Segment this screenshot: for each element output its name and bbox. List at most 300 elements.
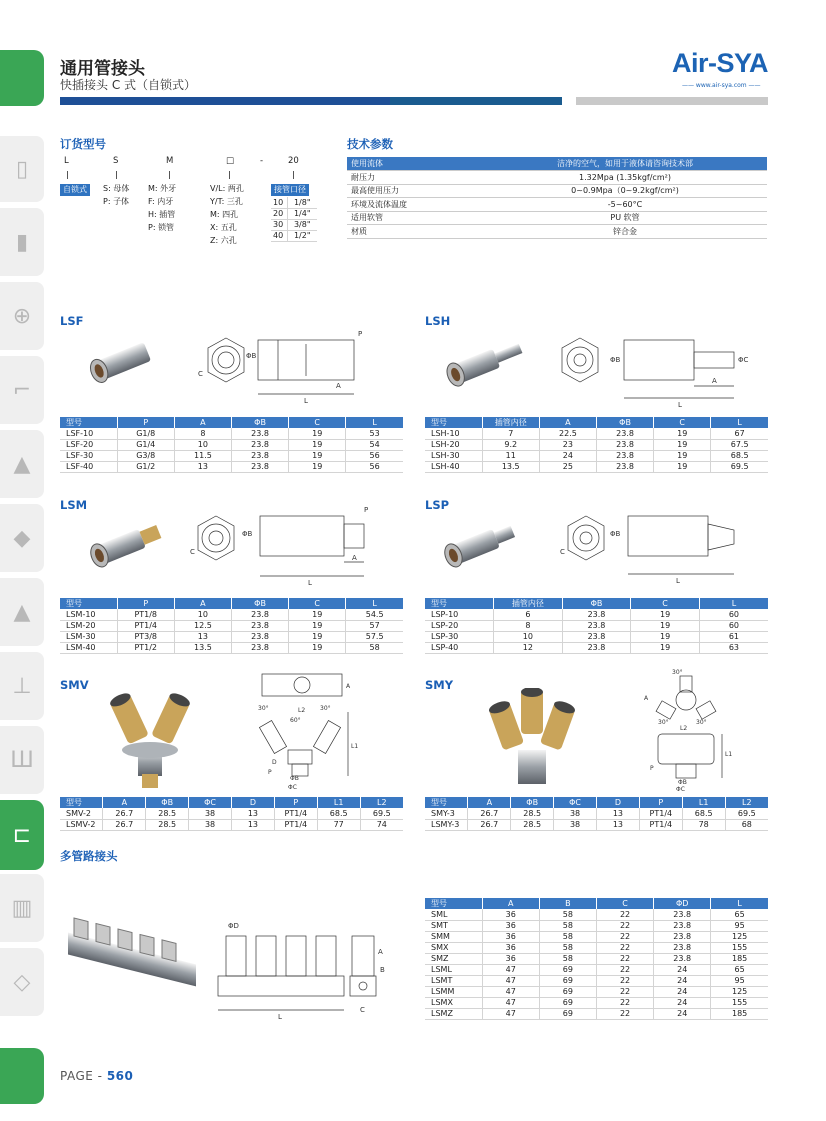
side-tab-bottom[interactable]	[0, 1048, 44, 1104]
column-header: 型号	[425, 797, 468, 808]
table-cell: 19	[631, 642, 700, 653]
table-cell: SMX	[425, 942, 482, 953]
table-row	[425, 909, 768, 920]
table-cell: 155	[711, 997, 768, 1008]
table-cell: 47	[482, 975, 539, 986]
column-header: C	[654, 417, 711, 428]
table-cell: LSP-40	[425, 642, 494, 653]
table-cell: 58	[346, 642, 403, 653]
table-row	[425, 439, 768, 450]
column-header: P	[117, 598, 174, 609]
order-code-5: -	[260, 156, 264, 166]
table-cell: 69.5	[711, 461, 768, 472]
table-cell: 69	[539, 1008, 596, 1019]
column-header: ΦC	[189, 797, 232, 808]
table-cell: 19	[654, 428, 711, 439]
lsm-table	[60, 598, 403, 654]
table-row	[60, 819, 403, 830]
table-cell: SMZ	[425, 953, 482, 964]
table-cell: 69.5	[725, 808, 768, 819]
table-cell: G1/2	[117, 461, 174, 472]
column-header: D	[597, 797, 640, 808]
brand-url: —— www.air-sya.com ——	[682, 82, 761, 89]
table-cell: 26.7	[103, 808, 146, 819]
table-cell: 95	[711, 975, 768, 986]
table-cell: 23.8	[562, 642, 631, 653]
table-cell: 57.5	[346, 631, 403, 642]
table-cell: LSMM	[425, 986, 482, 997]
smy-table	[425, 797, 768, 831]
table-cell: LSMZ	[425, 1008, 482, 1019]
table-row	[425, 953, 768, 964]
table-cell: 22	[596, 964, 653, 975]
table-cell: PT1/4	[117, 620, 174, 631]
table-header-row	[425, 417, 768, 428]
side-tab-5[interactable]: ▲	[0, 430, 44, 498]
table-header-row	[60, 598, 403, 609]
side-tab-4[interactable]: ⌐	[0, 356, 44, 424]
table-row	[425, 450, 768, 461]
page-title: 通用管接头	[60, 59, 145, 79]
svg-text:30°: 30°	[672, 669, 683, 676]
table-cell: 68.5	[317, 808, 360, 819]
table-cell: 26.7	[468, 819, 511, 830]
side-tab-top[interactable]	[0, 50, 44, 106]
svg-text:L: L	[278, 1013, 282, 1021]
table-cell: 12.5	[174, 620, 231, 631]
svg-text:L: L	[304, 397, 308, 405]
table-cell: 22	[596, 909, 653, 920]
table-cell: 19	[631, 609, 700, 620]
table-cell: 25	[539, 461, 596, 472]
svg-text:ΦB: ΦB	[290, 775, 299, 782]
table-cell: 23.8	[596, 461, 653, 472]
column-header: A	[482, 898, 539, 909]
order-code-4: □	[226, 156, 235, 166]
lsh-table	[425, 417, 768, 473]
lsp-heading: LSP	[425, 498, 450, 512]
lsp-table	[425, 598, 768, 654]
table-cell: 74	[360, 819, 403, 830]
side-tab-8[interactable]: ⊥	[0, 652, 44, 720]
table-cell: SMY-3	[425, 808, 468, 819]
svg-text:L2: L2	[680, 725, 688, 732]
table-cell: LSM-30	[60, 631, 117, 642]
table-cell: 63	[699, 642, 768, 653]
lsm-drawing	[180, 502, 376, 586]
svg-text:A: A	[336, 382, 341, 390]
column-header: A	[174, 598, 231, 609]
table-cell: 22	[596, 942, 653, 953]
column-header: C	[289, 417, 346, 428]
table-cell: 58	[539, 942, 596, 953]
table-cell: 125	[711, 931, 768, 942]
table-cell: 58	[539, 931, 596, 942]
table-cell: G1/8	[117, 428, 174, 439]
table-cell: PT1/4	[639, 819, 682, 830]
side-tab-6[interactable]: ◆	[0, 504, 44, 572]
table-cell: LSF-20	[60, 439, 117, 450]
table-cell: 185	[711, 1008, 768, 1019]
column-header: 型号	[425, 898, 482, 909]
table-cell: 19	[289, 620, 346, 631]
table-header-row	[425, 598, 768, 609]
table-cell: LSM-20	[60, 620, 117, 631]
table-cell: LSF-40	[60, 461, 117, 472]
table-cell: 19	[289, 439, 346, 450]
order-col3-3: H: 插管	[148, 210, 176, 219]
svg-text:30°: 30°	[258, 705, 269, 712]
table-cell: SMT	[425, 920, 482, 931]
table-row	[425, 942, 768, 953]
order-col4-3: M: 四孔	[210, 210, 239, 219]
table-row	[60, 808, 403, 819]
table-cell: 13	[174, 461, 231, 472]
table-cell: 19	[289, 609, 346, 620]
order-code-3: M	[166, 156, 174, 166]
table-cell: 36	[482, 942, 539, 953]
table-cell: PT1/8	[117, 609, 174, 620]
table-cell: 8	[174, 428, 231, 439]
table-cell: 56	[346, 461, 403, 472]
svg-text:P: P	[358, 330, 363, 338]
svg-text:ΦC: ΦC	[288, 784, 297, 791]
column-header: A	[539, 417, 596, 428]
page-number: PAGE - 560	[60, 1069, 134, 1083]
table-cell: 78	[682, 819, 725, 830]
order-col4-4: X: 五孔	[210, 223, 237, 232]
table-cell: 68.5	[711, 450, 768, 461]
smv-product-image	[100, 688, 200, 792]
svg-text:A: A	[346, 683, 351, 690]
table-cell: 38	[189, 819, 232, 830]
table-cell: 22.5	[539, 428, 596, 439]
smy-drawing	[636, 666, 752, 792]
column-header: L	[711, 898, 768, 909]
table-cell: 65	[711, 964, 768, 975]
column-header: 型号	[60, 417, 117, 428]
table-cell: 56	[346, 450, 403, 461]
page-subtitle: 快插接头 C 式（自锁式）	[60, 78, 197, 92]
table-cell: 23.8	[231, 450, 288, 461]
table-cell: 22	[596, 953, 653, 964]
column-header: 型号	[60, 797, 103, 808]
lsp-drawing	[556, 502, 760, 586]
column-header: P	[117, 417, 174, 428]
table-cell: 68	[725, 819, 768, 830]
table-cell: 23.8	[654, 909, 711, 920]
svg-text:A: A	[644, 695, 649, 702]
table-cell: 22	[596, 997, 653, 1008]
table-cell: 65	[711, 909, 768, 920]
manifold-heading: 多管路接头	[60, 849, 118, 863]
table-cell: LSM-10	[60, 609, 117, 620]
table-cell: 28.5	[146, 819, 189, 830]
smy-heading: SMY	[425, 678, 454, 692]
svg-text:P: P	[364, 506, 369, 514]
column-header: 型号	[425, 417, 482, 428]
table-cell: 23.8	[231, 642, 288, 653]
svg-text:L: L	[676, 577, 680, 585]
table-cell: 61	[699, 631, 768, 642]
table-cell: 28.5	[511, 808, 554, 819]
table-cell: 185	[711, 953, 768, 964]
column-header: L2	[360, 797, 403, 808]
order-code-1: L	[64, 156, 69, 166]
table-row	[425, 631, 768, 642]
table-header-row	[60, 797, 403, 808]
table-cell: 24	[654, 997, 711, 1008]
column-header: ΦB	[562, 598, 631, 609]
order-col3-1: M: 外牙	[148, 184, 177, 193]
table-cell: 69	[539, 975, 596, 986]
svg-text:ΦD: ΦD	[228, 922, 239, 930]
table-cell: 19	[654, 461, 711, 472]
table-row	[60, 631, 403, 642]
lsh-drawing	[550, 328, 760, 410]
table-cell: 58	[539, 909, 596, 920]
manifold-drawing	[212, 920, 392, 1024]
table-cell: 58	[539, 920, 596, 931]
table-cell: 19	[289, 461, 346, 472]
column-header: L	[711, 417, 768, 428]
table-cell: 23.8	[596, 428, 653, 439]
table-cell: 57	[346, 620, 403, 631]
table-cell: 22	[596, 986, 653, 997]
table-cell: SMV-2	[60, 808, 103, 819]
table-cell: PT3/8	[117, 631, 174, 642]
table-cell: 58	[539, 953, 596, 964]
svg-text:ΦB: ΦB	[242, 530, 253, 538]
column-header: 插管内径	[494, 598, 563, 609]
table-cell: 77	[317, 819, 360, 830]
svg-text:L1: L1	[351, 743, 359, 750]
table-cell: 53	[346, 428, 403, 439]
side-tab-10[interactable]: ▥	[0, 874, 44, 942]
order-col2-2: P: 子体	[103, 197, 130, 206]
column-header: A	[174, 417, 231, 428]
table-row	[425, 642, 768, 653]
table-cell: 28.5	[146, 808, 189, 819]
column-header: B	[539, 898, 596, 909]
column-header: C	[596, 898, 653, 909]
table-row	[425, 620, 768, 631]
column-header: D	[232, 797, 275, 808]
table-row	[60, 461, 403, 472]
column-header: P	[274, 797, 317, 808]
lsp-product-image	[432, 514, 522, 580]
table-cell: PT1/2	[117, 642, 174, 653]
table-cell: 36	[482, 931, 539, 942]
table-cell: 13	[597, 808, 640, 819]
table-row	[425, 1008, 768, 1019]
table-cell: 24	[654, 986, 711, 997]
column-header: 型号	[425, 598, 494, 609]
table-cell: 11.5	[174, 450, 231, 461]
table-cell: 19	[289, 450, 346, 461]
table-cell: PT1/4	[274, 808, 317, 819]
lsf-heading: LSF	[60, 314, 84, 328]
table-row	[425, 808, 768, 819]
table-cell: 19	[289, 631, 346, 642]
table-cell: 19	[654, 450, 711, 461]
column-header: ΦB	[231, 598, 288, 609]
table-cell: 155	[711, 942, 768, 953]
table-cell: LSP-10	[425, 609, 494, 620]
table-cell: 22	[596, 1008, 653, 1019]
column-header: 型号	[60, 598, 117, 609]
lsf-product-image	[78, 333, 160, 395]
table-cell: 23.8	[231, 428, 288, 439]
table-cell: 24	[654, 964, 711, 975]
table-cell: 68.5	[682, 808, 725, 819]
table-cell: 36	[482, 953, 539, 964]
lsh-product-image	[432, 332, 532, 398]
svg-text:ΦC: ΦC	[738, 356, 749, 364]
svg-text:P: P	[650, 765, 654, 772]
svg-text:C: C	[198, 370, 203, 378]
table-cell: 13.5	[482, 461, 539, 472]
order-col2-1: S: 母体	[103, 184, 130, 193]
order-port-size-header: 接管口径	[271, 184, 309, 196]
table-cell: 19	[631, 620, 700, 631]
brand-logo: Air-SYA	[672, 48, 769, 78]
table-cell: LSMX	[425, 997, 482, 1008]
table-cell: 23.8	[231, 439, 288, 450]
table-cell: 38	[554, 819, 597, 830]
svg-text:A: A	[712, 377, 717, 385]
column-header: L	[346, 417, 403, 428]
table-row	[60, 450, 403, 461]
table-cell: G3/8	[117, 450, 174, 461]
table-cell: LSH-40	[425, 461, 482, 472]
table-cell: LSMV-2	[60, 819, 103, 830]
order-col3-2: F: 内牙	[148, 197, 174, 206]
column-header: C	[289, 598, 346, 609]
table-cell: 26.7	[468, 808, 511, 819]
table-cell: 9.2	[482, 439, 539, 450]
tech-table: 使用流体 洁净的空气，如用于液体请咨询技术部 耐压力 1.32Mpa (1.35kgf/cm²) 最高使用压力 0~0.9Mpa（0~9.2kgf/cm²) 环境及流体温度 -5~60°C 适用软管 PU 软管 材质 锌合金	[347, 157, 767, 239]
header-bar-mid	[390, 97, 562, 105]
table-row	[425, 609, 768, 620]
smy-product-image	[482, 688, 582, 792]
table-cell: 28.5	[511, 819, 554, 830]
column-header: A	[103, 797, 146, 808]
lsf-drawing	[186, 328, 382, 410]
table-cell: 23.8	[231, 461, 288, 472]
table-cell: 23.8	[562, 620, 631, 631]
svg-text:ΦB: ΦB	[610, 530, 621, 538]
table-cell: 47	[482, 986, 539, 997]
table-cell: 11	[482, 450, 539, 461]
table-row	[425, 975, 768, 986]
table-row	[60, 620, 403, 631]
table-cell: 8	[494, 620, 563, 631]
table-row	[60, 439, 403, 450]
table-cell: LSP-20	[425, 620, 494, 631]
svg-text:ΦB: ΦB	[246, 352, 257, 360]
column-header: ΦB	[596, 417, 653, 428]
side-tab-3[interactable]: ⊕	[0, 282, 44, 350]
table-cell: 10	[174, 609, 231, 620]
svg-text:D: D	[272, 759, 277, 766]
svg-text:ΦC: ΦC	[676, 786, 685, 792]
table-cell: 13	[232, 819, 275, 830]
table-header-row	[425, 898, 768, 909]
side-tab-11[interactable]: ◇	[0, 948, 44, 1016]
table-cell: LSMY-3	[425, 819, 468, 830]
header-bar-dark	[60, 97, 390, 105]
table-cell: LSF-30	[60, 450, 117, 461]
header-bar-gray	[576, 97, 768, 105]
table-row	[60, 642, 403, 653]
column-header: L2	[725, 797, 768, 808]
table-cell: 23.8	[596, 439, 653, 450]
table-cell: 12	[494, 642, 563, 653]
column-header: ΦB	[231, 417, 288, 428]
table-cell: PT1/4	[639, 808, 682, 819]
side-tab-1[interactable]: ▯	[0, 136, 44, 202]
table-cell: 60	[699, 609, 768, 620]
table-cell: 13	[174, 631, 231, 642]
table-cell: 69.5	[360, 808, 403, 819]
table-row	[425, 428, 768, 439]
side-tab-2[interactable]: ▮	[0, 208, 44, 276]
table-cell: G1/4	[117, 439, 174, 450]
table-cell: 10	[494, 631, 563, 642]
table-cell: 26.7	[103, 819, 146, 830]
svg-text:30°: 30°	[658, 719, 669, 726]
table-row	[425, 931, 768, 942]
table-cell: PT1/4	[274, 819, 317, 830]
table-cell: 19	[631, 631, 700, 642]
smv-table	[60, 797, 403, 831]
order-col4-5: Z: 六孔	[210, 236, 237, 245]
table-row	[425, 920, 768, 931]
table-cell: 23.8	[231, 609, 288, 620]
side-tab-active[interactable]: ⊏	[0, 800, 44, 870]
table-cell: LSH-10	[425, 428, 482, 439]
table-cell: LSM-40	[60, 642, 117, 653]
column-header: 插管内径	[482, 417, 539, 428]
manifold-table	[425, 898, 768, 1020]
lsm-heading: LSM	[60, 498, 88, 512]
side-tab-7[interactable]: ▲	[0, 578, 44, 646]
table-cell: 69	[539, 964, 596, 975]
svg-text:60°: 60°	[290, 717, 301, 724]
svg-text:L: L	[308, 579, 312, 586]
table-cell: LSH-20	[425, 439, 482, 450]
order-heading: 订货型号	[60, 137, 106, 151]
table-cell: 24	[654, 1008, 711, 1019]
tech-heading: 技术参数	[347, 137, 393, 151]
table-cell: 13	[597, 819, 640, 830]
table-cell: 19	[289, 428, 346, 439]
svg-text:L: L	[678, 401, 682, 409]
svg-text:B: B	[380, 966, 385, 974]
svg-text:ΦB: ΦB	[678, 779, 687, 786]
table-cell: 54	[346, 439, 403, 450]
table-cell: 6	[494, 609, 563, 620]
svg-text:30°: 30°	[320, 705, 331, 712]
smv-drawing	[250, 668, 370, 792]
side-tab-9[interactable]: Ш	[0, 726, 44, 794]
table-cell: SML	[425, 909, 482, 920]
table-cell: 47	[482, 1008, 539, 1019]
table-cell: 22	[596, 931, 653, 942]
table-cell: 36	[482, 920, 539, 931]
table-header-row	[60, 417, 403, 428]
